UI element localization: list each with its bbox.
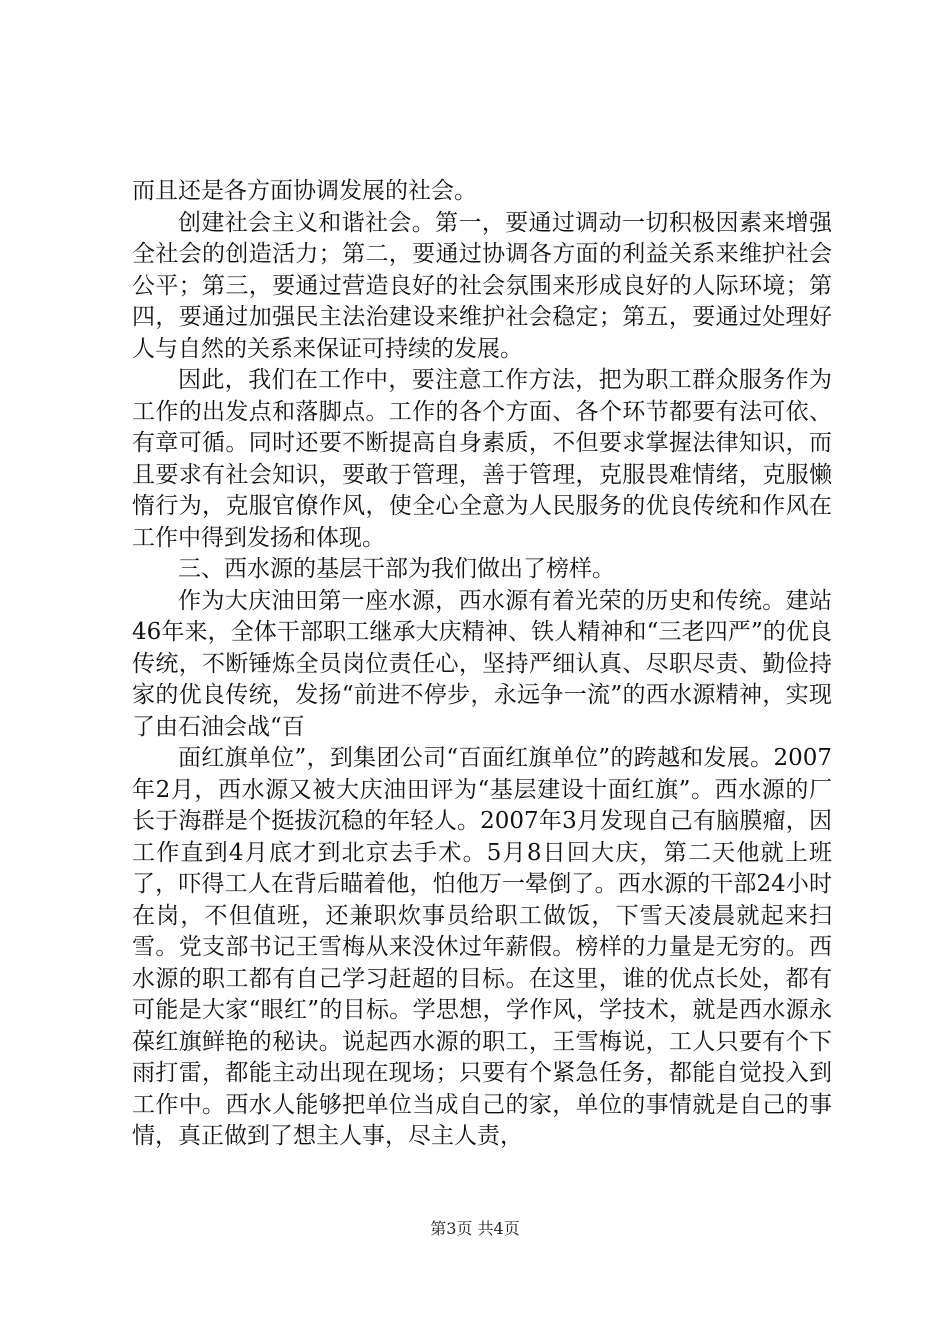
paragraph-harmonious-society: 创建社会主义和谐社会。第一，要通过调动一切积极因素来增强全社会的创造活力；第二，要通过协调各方面的利益关系来维护社会公平；第三，要通过营造良好的社会氛围来形成良好的人际环境；第四，要通过加强民主法治建设来维护社会稳定；第五，要通过处理好人与自然的关系来保证可持续的发展。 <box>132 209 832 362</box>
paragraph-continuation: 而且还是各方面协调发展的社会。 <box>132 178 477 204</box>
section-heading-three: 三、西水源的基层干部为我们做出了榜样。 <box>178 556 615 582</box>
paragraph-xishuiyuan-example: 面红旗单位”，到集团公司“百面红旗单位”的跨越和发展。2007年2月，西水源又被大庆油田评为“基层建设十面红旗”。西水源的厂长于海群是个挺拔沉稳的年轻人。2007年3月发现自己有脑膜瘤，因工作直到4月底才到北京去手术。5月8日回大庆，第二天他就上班了，吓得工人在背后瞄着他，怕他万一晕倒了。西水源的干部24小时在岗，不但值班，还兼职炊事员给职工做饭，下雪天凌晨就起来扫雪。党支部书记王雪梅从来没休过年薪假。榜样的力量是无穷的。西水源的职工都有自己学习赶超的目标。在这里，谁的优点长处，都有可能是大家“眼红”的目标。学思想，学作风，学技术，就是西水源永葆红旗鲜艳的秘诀。说起西水源的职工，王雪梅说，工人只要有个下雨打雷，都能主动出现在现场；只要有个紧急任务，都能自觉投入到工作中。西水人能够把单位当成自己的家，单位的事情就是自己的事情，真正做到了想主人事，尽主人责， <box>132 745 832 1149</box>
page-number-footer: 第3页 共4页 <box>430 1219 520 1238</box>
document-body <box>132 176 832 1153</box>
paragraph-work-method: 因此，我们在工作中，要注意工作方法，把为职工群众服务作为工作的出发点和落脚点。工作的各个方面、各个环节都要有法可依、有章可循。同时还要不断提高自身素质，不但要求掌握法律知识，而且要求有社会知识，要敢于管理，善于管理，克服畏难情绪，克服懒惰行为，克服官僚作风，使全心全意为人民服务的优良传统和作风在工作中得到发扬和体现。 <box>132 367 832 551</box>
paragraph-xishuiyuan-history: 作为大庆油田第一座水源，西水源有着光荣的历史和传统。建站46年来，全体干部职工继承大庆精神、铁人精神和“三老四严”的优良传统，不断锤炼全员岗位责任心，坚持严细认真、尽职尽责、勤俭持家的优良传统，发扬“前进不停步，永远争一流”的西水源精神，实现了由石油会战“百 <box>132 587 832 740</box>
